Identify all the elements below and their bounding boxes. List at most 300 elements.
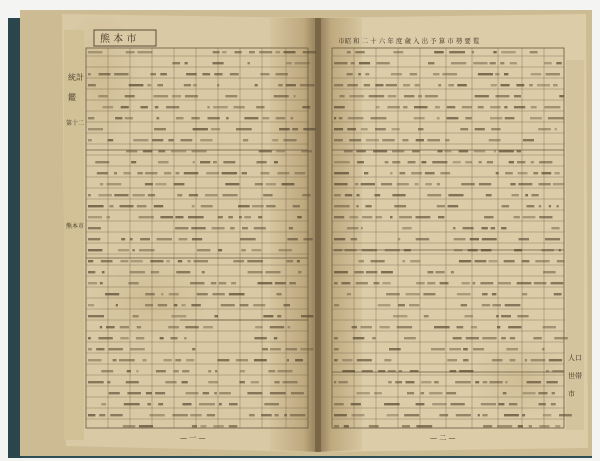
printed-text-fragment <box>136 337 144 339</box>
printed-text-fragment <box>382 139 395 141</box>
printed-text-fragment <box>359 62 370 64</box>
printed-text-fragment <box>482 227 488 229</box>
printed-text-fragment <box>529 84 533 86</box>
printed-text-fragment <box>101 403 106 405</box>
printed-text-fragment <box>491 128 500 130</box>
printed-text-fragment <box>551 227 559 229</box>
printed-text-fragment <box>254 359 267 361</box>
printed-text-fragment <box>145 293 155 295</box>
printed-text-fragment <box>231 282 236 284</box>
printed-text-fragment <box>191 304 200 306</box>
printed-text-fragment <box>392 128 400 130</box>
printed-text-fragment <box>388 381 392 383</box>
printed-text-fragment <box>185 326 199 328</box>
printed-text-fragment <box>208 117 220 119</box>
printed-text-fragment <box>384 403 400 405</box>
printed-text-fragment <box>101 370 113 372</box>
printed-text-fragment <box>449 348 461 350</box>
printed-text-fragment <box>192 348 195 350</box>
printed-text-fragment <box>482 238 497 240</box>
printed-text-fragment <box>475 381 479 383</box>
printed-text-fragment <box>509 403 517 405</box>
printed-text-fragment <box>121 238 125 240</box>
printed-text-fragment <box>505 172 513 174</box>
printed-text-fragment <box>303 128 315 130</box>
printed-text-fragment <box>388 95 397 97</box>
printed-text-fragment <box>284 139 297 141</box>
printed-text-fragment <box>286 84 296 86</box>
printed-text-fragment <box>531 161 534 163</box>
printed-text-fragment <box>546 73 560 75</box>
printed-text-fragment <box>100 326 102 328</box>
printed-text-fragment <box>455 381 471 383</box>
printed-text-fragment <box>190 414 202 416</box>
printed-text-fragment <box>158 304 167 306</box>
printed-text-fragment <box>166 106 179 108</box>
printed-text-fragment <box>548 117 564 119</box>
printed-text-fragment <box>239 381 245 383</box>
printed-text-fragment <box>274 95 289 97</box>
printed-text-fragment <box>496 315 499 317</box>
printed-text-fragment <box>501 337 506 339</box>
printed-text-fragment <box>197 293 208 295</box>
printed-text-fragment <box>418 95 422 97</box>
printed-text-fragment <box>294 172 305 174</box>
printed-text-fragment <box>393 315 407 317</box>
printed-text-fragment <box>292 128 298 130</box>
printed-text-fragment <box>154 205 163 207</box>
printed-text-fragment <box>263 315 273 317</box>
printed-text-fragment <box>387 414 399 416</box>
printed-text-fragment <box>193 161 195 163</box>
printed-text-fragment <box>334 161 350 163</box>
printed-text-fragment <box>228 216 233 218</box>
printed-text-fragment <box>537 84 550 86</box>
printed-text-fragment <box>454 238 466 240</box>
printed-text-fragment <box>334 337 338 339</box>
printed-text-fragment <box>178 260 182 262</box>
printed-text-fragment <box>88 260 93 262</box>
printed-text-fragment <box>172 414 188 416</box>
printed-text-fragment <box>133 315 139 317</box>
printed-text-fragment <box>147 403 151 405</box>
printed-text-fragment <box>287 238 297 240</box>
printed-text-fragment <box>158 161 169 163</box>
printed-text-fragment <box>98 95 108 97</box>
printed-text-fragment <box>239 216 242 218</box>
printed-text-fragment <box>97 172 108 174</box>
printed-text-fragment <box>172 62 180 64</box>
printed-text-fragment <box>123 425 136 427</box>
printed-text-fragment <box>501 84 510 86</box>
printed-text-fragment <box>410 73 417 75</box>
printed-text-fragment <box>388 370 396 372</box>
printed-text-fragment <box>288 326 291 328</box>
printed-text-fragment <box>168 139 173 141</box>
printed-text-fragment <box>375 194 381 196</box>
printed-text-fragment <box>545 106 561 108</box>
printed-text-fragment <box>510 62 517 64</box>
printed-text-fragment <box>244 117 258 119</box>
printed-text-fragment <box>376 106 380 108</box>
printed-text-fragment <box>404 414 419 416</box>
printed-text-fragment <box>261 172 270 174</box>
printed-text-fragment <box>382 282 390 284</box>
printed-text-fragment <box>222 51 226 53</box>
printed-text-fragment <box>429 392 442 394</box>
printed-text-fragment <box>255 326 262 328</box>
printed-text-fragment <box>284 304 291 306</box>
printed-text-fragment <box>463 348 468 350</box>
printed-text-fragment <box>88 205 104 207</box>
printed-text-fragment <box>490 117 503 119</box>
printed-text-fragment <box>495 73 499 75</box>
printed-text-fragment <box>510 183 515 185</box>
printed-text-fragment <box>342 370 355 372</box>
printed-text-fragment <box>496 95 510 97</box>
printed-text-fragment <box>259 51 272 53</box>
printed-text-fragment <box>211 128 220 130</box>
printed-text-fragment <box>386 293 400 295</box>
printed-text-fragment <box>421 381 431 383</box>
printed-text-fragment <box>409 304 419 306</box>
printed-text-fragment <box>557 260 565 262</box>
printed-text-fragment <box>347 227 359 229</box>
printed-text-fragment <box>414 117 425 119</box>
printed-text-fragment <box>398 304 405 306</box>
printed-text-fragment <box>425 95 438 97</box>
printed-text-fragment <box>98 194 112 196</box>
printed-text-fragment <box>356 150 366 152</box>
printed-text-fragment <box>177 194 182 196</box>
printed-text-fragment <box>88 282 97 284</box>
printed-text-fragment <box>533 172 538 174</box>
printed-text-fragment <box>244 216 251 218</box>
printed-text-fragment <box>415 84 420 86</box>
printed-text-fragment <box>275 282 286 284</box>
printed-text-fragment <box>186 73 197 75</box>
printed-text-fragment <box>261 414 272 416</box>
printed-text-fragment <box>107 216 111 218</box>
printed-text-fragment <box>356 205 358 207</box>
printed-text-fragment <box>277 315 281 317</box>
printed-text-fragment <box>421 392 425 394</box>
printed-text-fragment <box>143 359 147 361</box>
printed-text-fragment <box>113 359 117 361</box>
printed-text-fragment <box>459 260 471 262</box>
printed-text-fragment <box>468 249 478 251</box>
printed-text-fragment <box>416 282 425 284</box>
printed-text-fragment <box>465 315 473 317</box>
printed-text-fragment <box>286 62 291 64</box>
printed-text-fragment <box>293 205 300 207</box>
printed-text-fragment <box>155 183 166 185</box>
printed-text-fragment <box>344 425 349 427</box>
printed-text-fragment <box>229 293 245 295</box>
printed-text-fragment <box>459 150 469 152</box>
printed-text-fragment <box>357 194 360 196</box>
printed-text-fragment <box>427 139 440 141</box>
printed-text-fragment <box>542 348 544 350</box>
printed-text-fragment <box>374 282 380 284</box>
printed-text-fragment <box>482 414 487 416</box>
printed-text-fragment <box>108 139 114 141</box>
printed-text-fragment <box>449 51 465 53</box>
printed-text-fragment <box>402 260 405 262</box>
printed-text-fragment <box>229 425 238 427</box>
printed-text-fragment <box>435 106 440 108</box>
printed-text-fragment <box>130 348 145 350</box>
printed-text-fragment <box>95 161 109 163</box>
printed-text-fragment <box>264 403 279 405</box>
printed-text-fragment <box>289 227 293 229</box>
printed-text-fragment <box>169 293 179 295</box>
printed-text-fragment <box>99 414 105 416</box>
printed-text-fragment <box>386 84 397 86</box>
printed-text-fragment <box>553 84 558 86</box>
printed-text-fragment <box>101 260 113 262</box>
printed-text-fragment <box>369 95 385 97</box>
printed-text-fragment <box>397 183 409 185</box>
printed-text-fragment <box>131 161 136 163</box>
printed-text-fragment <box>416 238 430 240</box>
printed-text-fragment <box>136 370 138 372</box>
printed-text-fragment <box>109 205 113 207</box>
printed-text-fragment <box>354 271 363 273</box>
printed-text-fragment <box>425 172 435 174</box>
printed-text-fragment <box>353 337 365 339</box>
printed-text-fragment <box>498 403 504 405</box>
printed-text-fragment <box>516 84 524 86</box>
printed-text-fragment <box>200 161 210 163</box>
printed-text-fragment <box>133 249 135 251</box>
printed-text-fragment <box>522 293 527 295</box>
printed-text-fragment <box>282 183 295 185</box>
printed-text-fragment <box>503 392 507 394</box>
printed-text-fragment <box>546 381 557 383</box>
printed-text-fragment <box>482 304 490 306</box>
printed-text-fragment <box>252 205 264 207</box>
printed-text-fragment <box>88 414 95 416</box>
printed-text-fragment <box>453 161 461 163</box>
printed-text-fragment <box>478 414 480 416</box>
printed-text-fragment <box>334 282 338 284</box>
printed-text-fragment <box>249 414 255 416</box>
printed-text-fragment <box>207 106 209 108</box>
printed-text-fragment <box>170 337 177 339</box>
printed-text-fragment <box>541 249 554 251</box>
printed-text-fragment <box>372 337 376 339</box>
printed-text-fragment <box>218 216 223 218</box>
printed-text-fragment <box>300 84 315 86</box>
printed-text-fragment <box>88 315 104 317</box>
printed-text-fragment <box>502 205 510 207</box>
printed-text-fragment <box>175 216 183 218</box>
printed-text-fragment <box>439 414 448 416</box>
printed-text-fragment <box>546 370 549 372</box>
printed-text-fragment <box>365 73 369 75</box>
printed-text-fragment <box>411 172 422 174</box>
printed-text-fragment <box>347 293 351 295</box>
printed-text-fragment <box>484 216 493 218</box>
printed-text-fragment <box>433 73 440 75</box>
printed-text-fragment <box>193 84 197 86</box>
printed-text-fragment <box>504 414 519 416</box>
printed-text-fragment <box>531 73 542 75</box>
printed-text-fragment <box>385 161 389 163</box>
printed-text-fragment <box>517 315 528 317</box>
printed-text-fragment <box>551 282 564 284</box>
left-side-note-1: 統計 <box>68 73 84 82</box>
right-page <box>318 14 588 452</box>
printed-text-fragment <box>249 51 255 53</box>
printed-text-fragment <box>398 238 400 240</box>
printed-text-fragment <box>118 249 129 251</box>
printed-text-fragment <box>206 172 219 174</box>
printed-text-fragment <box>88 359 102 361</box>
printed-text-fragment <box>139 425 153 427</box>
printed-text-fragment <box>295 62 310 64</box>
printed-text-fragment <box>266 183 276 185</box>
printed-text-fragment <box>230 73 239 75</box>
right-side-note-1: 人口 <box>568 354 582 362</box>
printed-text-fragment <box>428 271 434 273</box>
printed-text-fragment <box>120 260 128 262</box>
printed-text-fragment <box>491 227 496 229</box>
printed-text-fragment <box>366 271 377 273</box>
printed-text-fragment <box>276 51 281 53</box>
printed-text-fragment <box>463 359 468 361</box>
printed-text-fragment <box>406 293 420 295</box>
printed-text-fragment <box>334 414 347 416</box>
printed-text-fragment <box>505 304 521 306</box>
printed-text-fragment <box>496 172 499 174</box>
printed-text-fragment <box>157 238 173 240</box>
printed-text-fragment <box>270 348 281 350</box>
printed-text-fragment <box>371 117 387 119</box>
printed-text-fragment <box>530 51 538 53</box>
printed-text-fragment <box>365 205 371 207</box>
printed-text-fragment <box>446 392 456 394</box>
printed-text-fragment <box>88 348 92 350</box>
printed-text-fragment <box>418 128 423 130</box>
printed-text-fragment <box>161 293 163 295</box>
printed-text-fragment <box>504 73 508 75</box>
printed-text-fragment <box>334 183 348 185</box>
printed-text-fragment <box>88 271 95 273</box>
printed-text-fragment <box>456 414 471 416</box>
printed-text-fragment <box>334 84 343 86</box>
printed-text-fragment <box>202 271 205 273</box>
printed-text-fragment <box>107 183 122 185</box>
printed-text-fragment <box>392 150 404 152</box>
printed-text-fragment <box>184 172 199 174</box>
printed-text-fragment <box>222 172 238 174</box>
printed-text-fragment <box>185 95 198 97</box>
printed-text-fragment <box>241 249 246 251</box>
printed-text-fragment <box>529 425 532 427</box>
printed-text-fragment <box>501 315 511 317</box>
printed-text-fragment <box>438 84 441 86</box>
printed-text-fragment <box>542 172 552 174</box>
printed-text-fragment <box>425 183 432 185</box>
printed-text-fragment <box>294 95 296 97</box>
printed-text-fragment <box>279 128 290 130</box>
printed-text-fragment <box>175 227 188 229</box>
printed-text-fragment <box>107 381 110 383</box>
printed-text-fragment <box>392 194 405 196</box>
printed-text-fragment <box>518 425 523 427</box>
printed-text-fragment <box>491 84 497 86</box>
printed-text-fragment <box>362 249 377 251</box>
printed-text-fragment <box>361 128 368 130</box>
printed-text-fragment <box>378 304 391 306</box>
printed-text-fragment <box>375 84 383 86</box>
printed-text-fragment <box>501 51 516 53</box>
printed-text-fragment <box>523 139 534 141</box>
printed-text-fragment <box>140 238 150 240</box>
printed-text-fragment <box>236 128 252 130</box>
printed-text-fragment <box>508 326 521 328</box>
printed-text-fragment <box>517 282 532 284</box>
printed-text-fragment <box>397 326 412 328</box>
printed-text-fragment <box>492 304 501 306</box>
printed-text-fragment <box>555 172 560 174</box>
printed-text-fragment <box>182 304 186 306</box>
printed-text-fragment <box>479 161 482 163</box>
printed-text-fragment <box>510 337 515 339</box>
printed-text-fragment <box>181 139 193 141</box>
printed-text-fragment <box>539 183 551 185</box>
printed-text-fragment <box>298 271 301 273</box>
printed-text-fragment <box>128 282 138 284</box>
printed-text-fragment <box>289 282 296 284</box>
printed-text-fragment <box>494 150 496 152</box>
printed-text-fragment <box>119 359 135 361</box>
printed-text-fragment <box>270 326 284 328</box>
printed-text-fragment <box>154 128 166 130</box>
printed-text-fragment <box>295 359 303 361</box>
printed-text-fragment <box>214 73 222 75</box>
printed-text-fragment <box>235 51 242 53</box>
printed-text-fragment <box>174 183 185 185</box>
right-side-note-3: 市 <box>568 390 575 398</box>
printed-text-fragment <box>255 183 263 185</box>
printed-text-fragment <box>334 249 342 251</box>
printed-text-fragment <box>498 282 511 284</box>
printed-text-fragment <box>302 106 310 108</box>
printed-text-fragment <box>539 205 542 207</box>
printed-text-fragment <box>240 370 245 372</box>
printed-text-fragment <box>424 315 429 317</box>
printed-text-fragment <box>194 260 208 262</box>
printed-text-fragment <box>462 282 470 284</box>
printed-text-fragment <box>208 381 218 383</box>
printed-text-fragment <box>525 194 528 196</box>
printed-text-fragment <box>276 117 285 119</box>
printed-text-fragment <box>359 260 364 262</box>
printed-text-fragment <box>351 403 361 405</box>
printed-text-fragment <box>407 392 414 394</box>
printed-text-fragment <box>137 51 152 53</box>
printed-text-fragment <box>125 95 135 97</box>
printed-text-fragment <box>297 216 302 218</box>
printed-text-fragment <box>394 205 406 207</box>
printed-text-fragment <box>146 392 152 394</box>
printed-text-fragment <box>342 359 352 361</box>
printed-text-fragment <box>539 161 552 163</box>
printed-text-fragment <box>125 117 133 119</box>
